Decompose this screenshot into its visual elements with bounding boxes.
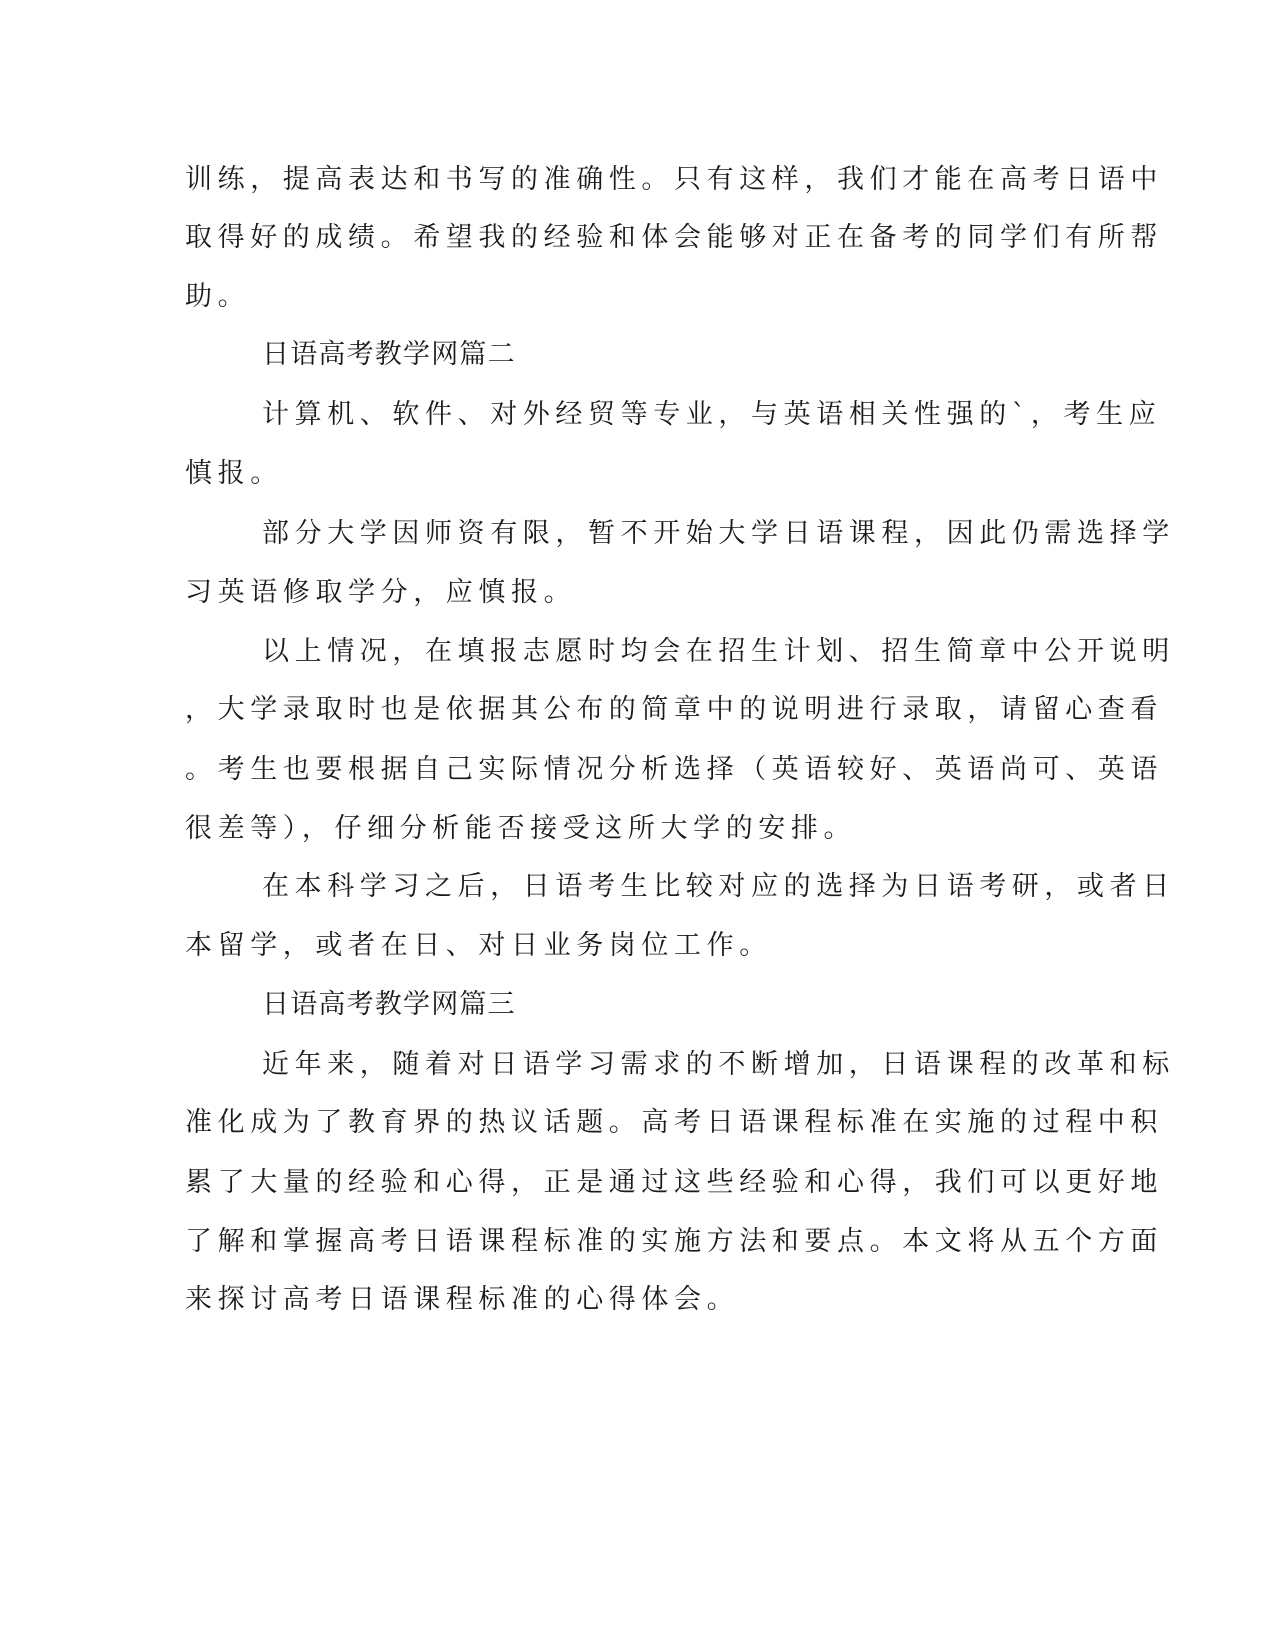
text-line-18: 累了大量的经验和心得，正是通过这些经验和心得，我们可以更好地: [185, 1167, 1163, 1198]
text-line-5: 计算机、软件、对外经贸等专业，与英语相关性强的`，考生应: [262, 399, 1162, 430]
section-heading-3: 日语高考教学网篇三: [262, 989, 516, 1020]
section-heading-2: 日语高考教学网篇二: [262, 339, 516, 370]
text-line-10: ，大学录取时也是依据其公布的简章中的说明进行录取，请留心查看: [185, 694, 1163, 725]
text-line-13: 在本科学习之后，日语考生比较对应的选择为日语考研，或者日: [262, 871, 1175, 902]
text-line-19: 了解和掌握高考日语课程标准的实施方法和要点。本文将从五个方面: [185, 1226, 1163, 1257]
text-line-6: 慎报。: [185, 458, 283, 489]
text-line-1: 训练，提高表达和书写的准确性。只有这样，我们才能在高考日语中: [185, 164, 1163, 195]
text-line-9: 以上情况，在填报志愿时均会在招生计划、招生简章中公开说明: [262, 636, 1175, 667]
text-line-8: 习英语修取学分，应慎报。: [185, 577, 577, 608]
text-line-7: 部分大学因师资有限，暂不开始大学日语课程，因此仍需选择学: [262, 518, 1175, 549]
text-line-16: 近年来，随着对日语学习需求的不断增加，日语课程的改革和标: [262, 1049, 1175, 1080]
text-line-14: 本留学，或者在日、对日业务岗位工作。: [185, 930, 772, 961]
text-line-2: 取得好的成绩。希望我的经验和体会能够对正在备考的同学们有所帮: [185, 222, 1163, 253]
text-line-12: 很差等），仔细分析能否接受这所大学的安排。: [185, 813, 857, 844]
text-line-11: 。考生也要根据自己实际情况分析选择（英语较好、英语尚可、英语: [185, 754, 1163, 785]
text-line-17: 准化成为了教育界的热议话题。高考日语课程标准在实施的过程中积: [185, 1107, 1163, 1138]
text-line-20: 来探讨高考日语课程标准的心得体会。: [185, 1284, 740, 1315]
text-line-3: 助。: [185, 281, 251, 312]
